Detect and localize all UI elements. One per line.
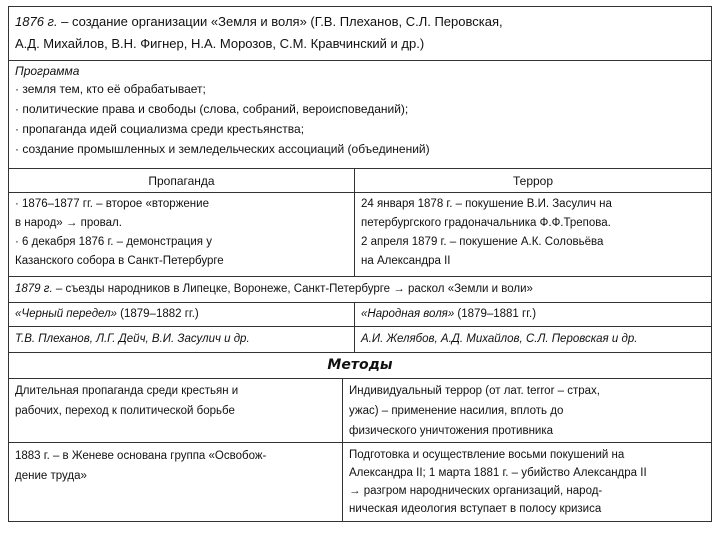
peoples-will-years: (1879–1881 гг.) (454, 308, 537, 320)
terror-line: 24 января 1878 г. – покушение В.И. Засулич на (361, 198, 612, 210)
black-repartition-name: «Черный передел» (15, 308, 117, 320)
column-terror: Террор (512, 174, 554, 188)
program-title: Программа (15, 64, 80, 78)
congress-year: 1879 г. (15, 283, 53, 295)
program-item: · пропаганда идей социализма среди крестьянства; (15, 122, 305, 136)
terror-line: 2 апреля 1879 г. – покушение А.К. Соловьёва (361, 236, 604, 248)
methods-title: Методы (327, 357, 393, 373)
details-row (9, 193, 711, 277)
results-right-line: Александра II; 1 марта 1881 г. – убийство Александра II (349, 467, 647, 479)
program-row (9, 61, 711, 169)
congress-row (9, 277, 711, 303)
results-right-cell (343, 443, 711, 521)
propaganda-line: Казанского собора в Санкт-Петербурге (15, 255, 224, 267)
black-repartition-cell (9, 303, 355, 326)
methods-right-cell (343, 379, 711, 442)
propaganda-line: · 1876–1877 гг. – второе «вторжение (15, 198, 209, 210)
members-row (9, 327, 711, 353)
header-row (9, 7, 711, 61)
black-repartition-years: (1879–1882 гг.) (116, 308, 199, 320)
history-table (8, 6, 712, 522)
results-right-line: → разгром народнических организаций, народ- (349, 485, 603, 497)
propaganda-cell (9, 193, 355, 276)
columns-row (9, 169, 711, 193)
methods-row (9, 379, 711, 443)
methods-left-line: Длительная пропаганда среди крестьян и (15, 385, 239, 397)
propaganda-line: в народ» → провал. (15, 217, 122, 229)
methods-right-line: Индивидуальный террор (от лат. terror – страх, (349, 385, 600, 397)
header-line-2: А.Д. Михайлов, В.Н. Фигнер, Н.А. Морозов, С.М. Кравчинский и др.) (15, 36, 425, 51)
propaganda-line: · 6 декабря 1876 г. – демонстрация у (15, 236, 212, 248)
header-line-1 (15, 11, 705, 33)
methods-right-line: ужас) – применение насилия, вплоть до (349, 405, 564, 417)
black-repartition-members: Т.В. Плеханов, Л.Г. Дейч, В.И. Засулич и др. (9, 327, 355, 352)
results-row (9, 443, 711, 521)
terror-cell (355, 193, 711, 276)
results-left-line: 1883 г. – в Женеве основана группа «Освобож- (15, 450, 267, 462)
methods-left-line: рабочих, переход к политической борьбе (15, 405, 235, 417)
peoples-will-cell (355, 303, 711, 326)
peoples-will-name: «Народная воля» (361, 308, 455, 320)
header-cell (9, 7, 711, 60)
peoples-will-members: А.И. Желябов, А.Д. Михайлов, С.Л. Перовская и др. (361, 333, 638, 345)
header-year: 1876 г. (15, 14, 58, 29)
split-row (9, 303, 711, 327)
congress-cell (9, 277, 711, 302)
methods-title-row (9, 353, 711, 379)
results-left-line: дение труда» (15, 470, 87, 482)
congress-text: – съезды народников в Липецке, Воронеже, Санкт-Петербурге → раскол «Земли и воли» (52, 283, 533, 295)
methods-right-line: физического уничтожения противника (349, 425, 554, 437)
results-right-line: ническая идеология вступает в полосу кризиса (349, 503, 602, 515)
program-item: · земля тем, кто её обрабатывает; (15, 82, 206, 96)
terror-line: петербургского градоначальника Ф.Ф.Трепова. (361, 217, 611, 229)
column-propaganda: Пропаганда (9, 169, 355, 192)
program-item: · политические права и свободы (слова, собраний, вероисповеданий); (15, 102, 409, 116)
methods-left-cell (9, 379, 343, 442)
terror-line: на Александра II (361, 255, 451, 267)
program-item: · создание промышленных и земледельческих ассоциаций (объединений) (15, 142, 430, 156)
results-right-line: Подготовка и осуществление восьми покушений на (349, 449, 625, 461)
header-text: – создание организации «Земля и воля» (Г.В. Плеханов, С.Л. Перовская, (57, 14, 503, 29)
program-cell (9, 61, 711, 168)
results-left-cell (9, 443, 343, 521)
